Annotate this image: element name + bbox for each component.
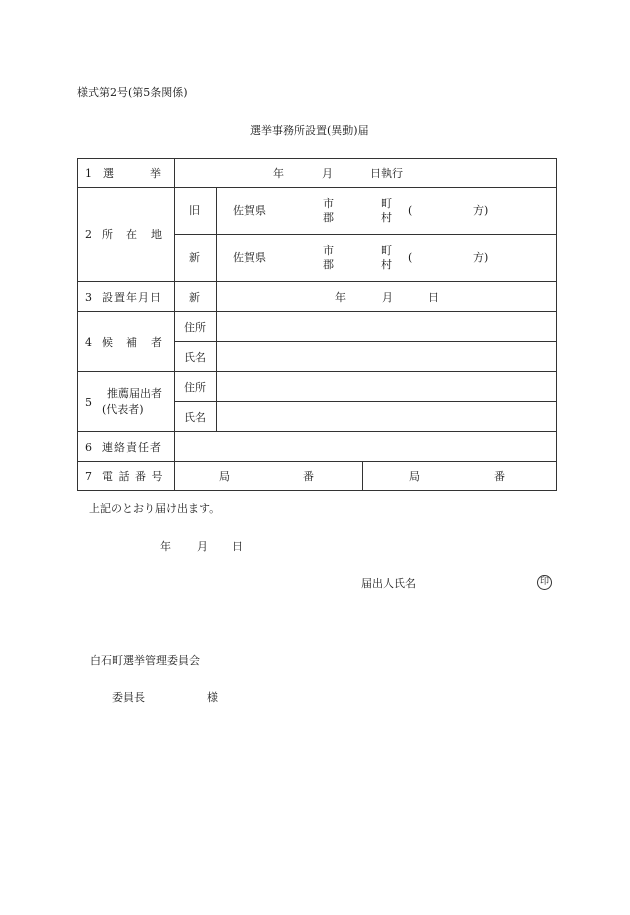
row-phone [78, 462, 557, 491]
phone-label-cell [78, 462, 175, 491]
village-label: 村 [381, 211, 392, 224]
nominator-name-field[interactable] [217, 402, 557, 432]
address-label: 住所 [184, 381, 206, 394]
date-day-label: 日 [232, 540, 243, 553]
name-label: 氏名 [184, 411, 206, 424]
month-label: 月 [382, 291, 393, 304]
phone-field-1[interactable] [175, 462, 363, 491]
town-label: 町 [381, 244, 392, 257]
gun-label: 郡 [323, 258, 334, 271]
phone-label: 電 話 番 号 [102, 470, 164, 483]
location-label-char: 所 [102, 227, 113, 241]
row-candidate-address [78, 312, 557, 342]
candidate-label-char: 者 [151, 335, 162, 349]
date-year-label: 年 [160, 540, 171, 553]
number-label: 番 [303, 470, 314, 483]
nominator-label-cell [78, 372, 175, 432]
address-label-cell [175, 312, 217, 342]
paren-open: ( [408, 251, 413, 264]
gun-label: 郡 [323, 211, 334, 224]
election-label-cell [78, 159, 175, 188]
row-number: 1 [85, 167, 92, 180]
nominator-address-field[interactable] [217, 372, 557, 402]
form-number: 様式第2号(第5条関係) [77, 86, 188, 99]
honorific-label: 様 [207, 691, 218, 704]
chair-label: 委員長 [112, 691, 145, 704]
setup-date-field[interactable] [217, 282, 557, 312]
number-label: 番 [494, 470, 505, 483]
row-number: 6 [85, 441, 92, 454]
contact-field[interactable] [175, 432, 557, 462]
area-label: 局 [219, 470, 230, 483]
setup-date-label: 設置年月日 [102, 291, 162, 304]
village-label: 村 [381, 258, 392, 271]
address-label-cell [175, 372, 217, 402]
row-number: 2 [85, 227, 92, 241]
month-label: 月 [322, 167, 333, 180]
location-label-cell [78, 188, 175, 282]
name-label-cell [175, 402, 217, 432]
candidate-label-char: 補 [126, 335, 137, 349]
year-label: 年 [335, 291, 346, 304]
kata-label: 方) [473, 204, 489, 217]
addressee-label: 白石町選挙管理委員会 [90, 654, 200, 667]
representative-label: (代表者) [102, 402, 144, 416]
contact-label-cell [78, 432, 175, 462]
name-label: 氏名 [184, 351, 206, 364]
application-form-table [77, 158, 557, 491]
row-contact [78, 432, 557, 462]
election-label-char: 選 [103, 167, 114, 180]
row-number: 3 [85, 291, 92, 304]
date-month-label: 月 [197, 540, 208, 553]
seal-icon: 印 [537, 575, 552, 590]
prefecture-label: 佐賀県 [233, 204, 266, 217]
new-tag-cell [175, 235, 217, 282]
row-location-old [78, 188, 557, 235]
contact-label: 連絡責任者 [102, 441, 162, 454]
area-label: 局 [409, 470, 420, 483]
old-tag: 旧 [189, 204, 200, 217]
city-label: 市 [323, 197, 334, 210]
candidate-label-char: 候 [102, 335, 113, 349]
candidate-address-field[interactable] [217, 312, 557, 342]
row-number: 4 [85, 335, 92, 349]
election-label-char: 挙 [150, 167, 161, 180]
name-label-cell [175, 342, 217, 372]
kata-label: 方) [473, 251, 489, 264]
row-election [78, 159, 557, 188]
election-date-field[interactable] [175, 159, 557, 188]
prefecture-label: 佐賀県 [233, 251, 266, 264]
city-label: 市 [323, 244, 334, 257]
statement-text: 上記のとおり届け出ます。 [89, 502, 221, 515]
nominator-label: 推薦届出者 [107, 386, 162, 400]
address-label: 住所 [184, 321, 206, 334]
location-label-char: 地 [151, 227, 162, 241]
old-tag-cell [175, 188, 217, 235]
year-label: 年 [273, 167, 284, 180]
town-label: 町 [381, 197, 392, 210]
setup-tag-cell [175, 282, 217, 312]
new-tag: 新 [189, 251, 200, 264]
old-address-field[interactable] [217, 188, 557, 235]
location-label-char: 在 [126, 227, 137, 241]
row-number: 5 [85, 395, 92, 409]
phone-field-2[interactable] [363, 462, 557, 491]
paren-open: ( [408, 204, 413, 217]
candidate-label-cell [78, 312, 175, 372]
row-number: 7 [85, 470, 92, 483]
row-setup-date [78, 282, 557, 312]
setup-date-label-cell [78, 282, 175, 312]
form-title: 選挙事務所設置(異動)届 [250, 124, 369, 137]
candidate-name-field[interactable] [217, 342, 557, 372]
day-exec-label: 日執行 [370, 167, 403, 180]
new-tag: 新 [189, 291, 200, 304]
new-address-field[interactable] [217, 235, 557, 282]
row-nominator-address [78, 372, 557, 402]
filer-name-label: 届出人氏名 [361, 577, 416, 590]
day-label: 日 [428, 291, 439, 304]
